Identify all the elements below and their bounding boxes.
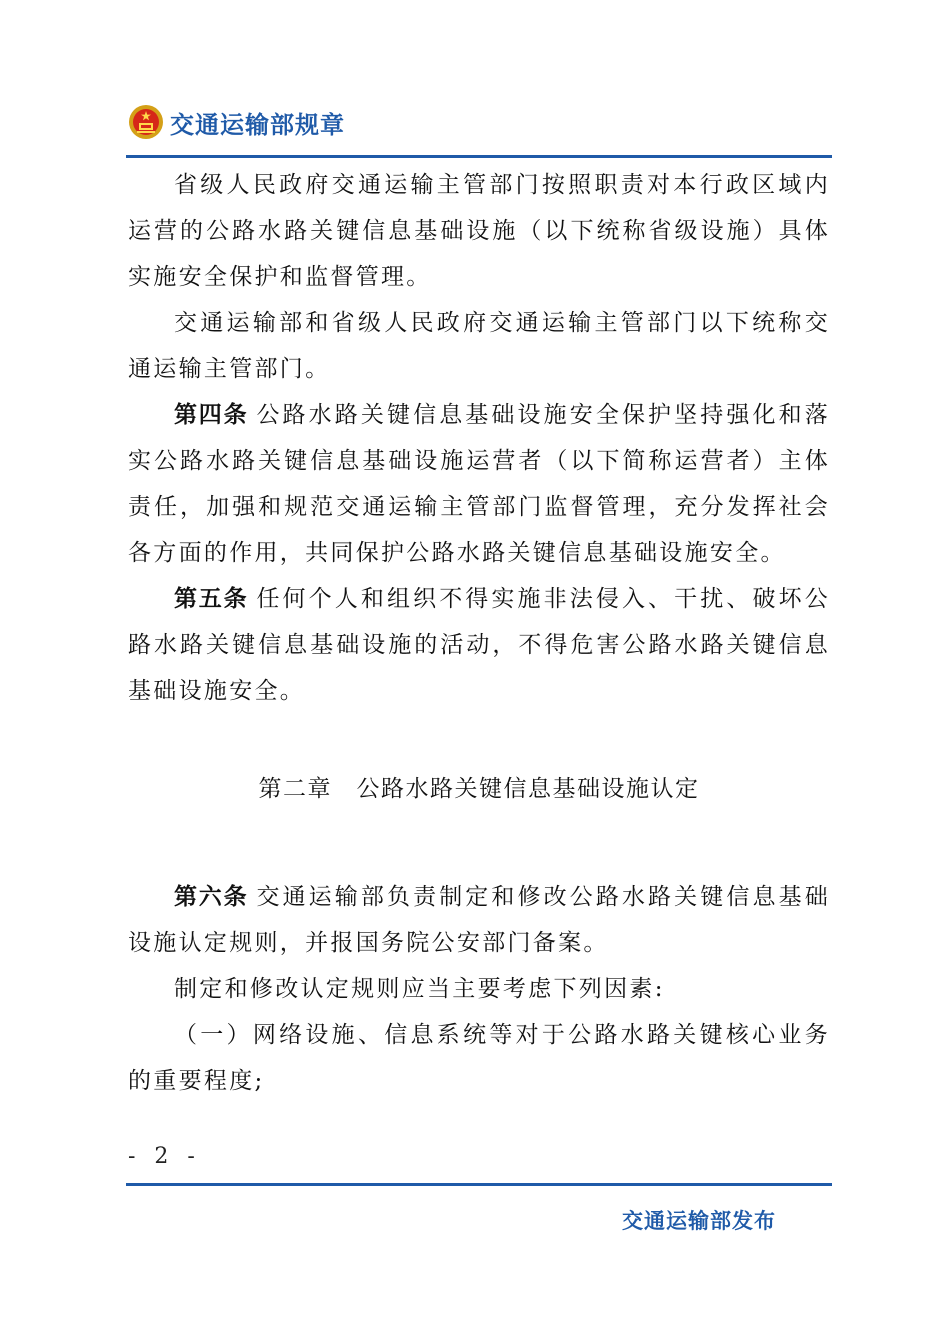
header-title: 交通运输部规章: [170, 110, 345, 139]
publisher-label: 交通运输部发布: [622, 1209, 776, 1233]
chapter-title: 第二章 公路水路关键信息基础设施认定: [258, 776, 700, 802]
header-divider: [126, 155, 832, 158]
article-4: [128, 392, 830, 576]
article-text: 任何个人和组织不得实施非法侵入、干扰、破坏公路水路关键信息基础设施的活动，不得危害公路水路关键信息基础设施安全。: [128, 586, 831, 704]
article-6: [128, 874, 830, 966]
article-heading: 第六条: [174, 884, 249, 910]
page-number: - 2 -: [128, 1144, 201, 1169]
article-text: 交通运输部负责制定和修改公路水路关键信息基础设施认定规则，并报国务院公安部门备案。: [128, 884, 831, 956]
paragraph: 制定和修改认定规则应当主要考虑下列因素:: [174, 976, 665, 1002]
paragraph: 省级人民政府交通运输主管部门按照职责对本行政区域内运营的公路水路关键信息基础设施（以下统称省级设施）具体实施安全保护和监督管理。: [128, 172, 830, 290]
document-body: [128, 162, 830, 1104]
national-emblem-icon: [128, 104, 164, 140]
page-header: [128, 100, 345, 144]
footer-divider: [126, 1183, 832, 1186]
article-heading: 第五条: [174, 586, 249, 612]
list-item: （一）网络设施、信息系统等对于公路水路关键核心业务的重要程度;: [128, 1022, 830, 1094]
paragraph: 交通运输部和省级人民政府交通运输主管部门以下统称交通运输主管部门。: [128, 310, 830, 382]
article-text: 公路水路关键信息基础设施安全保护坚持强化和落实公路水路关键信息基础设施运营者（以下简称运营者）主体责任，加强和规范交通运输主管部门监督管理，充分发挥社会各方面的作用，共同保护公路水路关键信息基础设施安全。: [128, 402, 831, 566]
article-5: [128, 576, 830, 714]
article-heading: 第四条: [174, 402, 249, 428]
